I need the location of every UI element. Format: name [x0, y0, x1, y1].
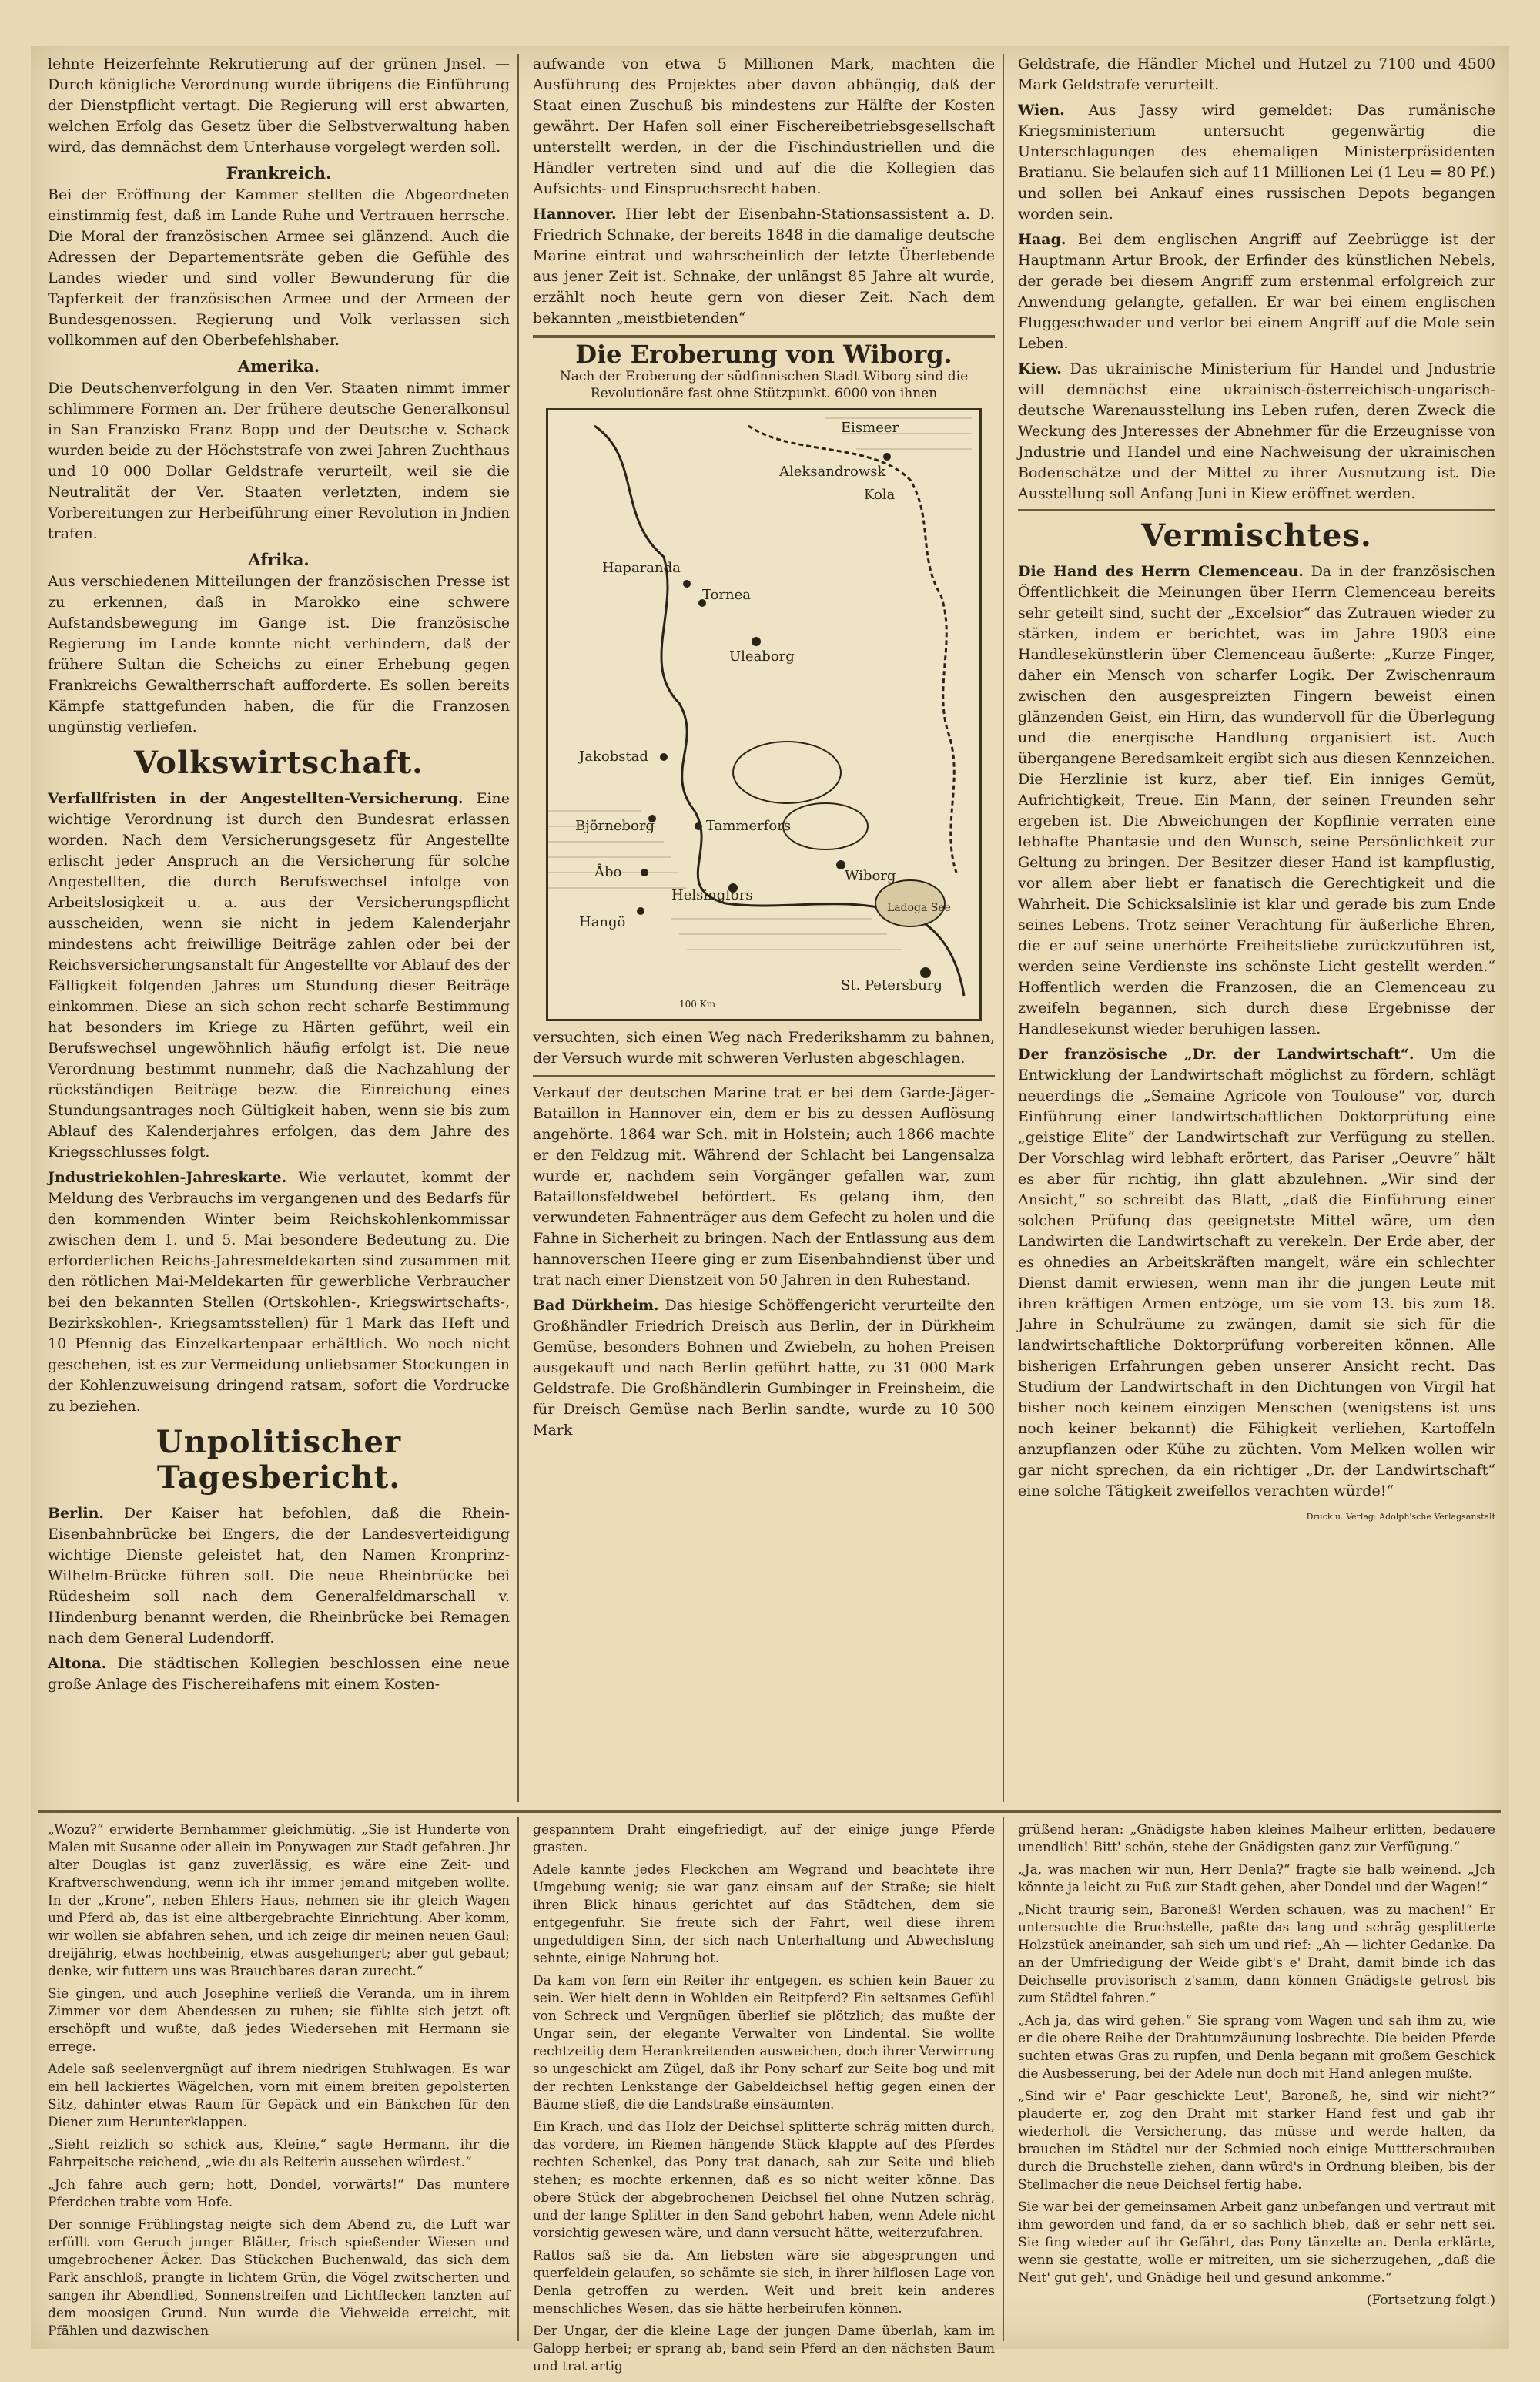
feuilleton-paragraph: „Ja, was machen wir nun, Herr Denla?“ fragte sie halb weinend. „Jch könnte ja leicht zu Fuß zur Stadt gehen, aber Dondel und der Wagen!“: [1018, 1862, 1495, 1895]
map-label-hango: Hangö: [579, 914, 626, 930]
feuilleton-divider: [38, 1810, 1502, 1813]
lead-in: Der französische „Dr. der Landwirtschaft“.: [1018, 1046, 1414, 1063]
feuilleton-col-2: [533, 1821, 995, 2380]
map-label-jakobstad: Jakobstad: [579, 749, 648, 765]
article-text: aufwande von etwa 5 Millionen Mark, machten die Ausführung des Projektes aber davon abhängig, daß der Staat einen Zuschuß bis mindestens zur Hälfte der Kosten gewährt. Der Hafen soll einer Fischereibetriebsgesellschaft unterstellt werden, in der die Fischindustriellen und die Händler vertreten sind und auf die die Kollegien das Aufsichts- und Einspruchsrecht haben.: [533, 55, 995, 197]
newspaper-page: [31, 46, 1509, 2374]
feuilleton-paragraph: Da kam von fern ein Reiter ihr entgegen, es schien kein Bauer zu sein. Wer hielt denn in Wohlden ein Reitpferd? Ein seltsames Gefühl von Schreck und Vergnügen überlief sie plötzlich; das mußte der Ungar sein, der elegante Verwalter von Lindental. Sie wollte rechtzeitig dem Herankreitenden ausweichen, doch ihrer Verwirrung so ungeschickt am Zügel, daß ihr Pony scharf zur Seite bog und mit der rechten Lenkstange der Gabeldeichsel heftig gegen einen der Bäume stieß, die die Landstraße einsäumten.: [533, 1973, 995, 2112]
feuilleton-paragraph: Adele kannte jedes Fleckchen am Wegrand und beachtete ihre Umgebung wenig; sie war ganz einsam auf der Straße; sie hielt ihren Blick hinaus gerichtet auf das Städtchen, dem sie entgegenfuhr. Sie freute sich der Fahrt, weil diese ihrem ungeduldigen Sinn, der sich nach Unterhaltung und Abwechslung sehnte, einige Nahrung bot.: [533, 1862, 995, 1966]
article-hannover-cont: Verkauf der deutschen Marine trat er bei dem Garde-Jäger-Bataillon in Hannover ein, dem er bis zu dessen Auflösung angehörte. 1864 war Sch. mit in Holstein; auch 1866 machte er den Feldzug mit. Während der Schlacht bei Langensalza wurde er, nachdem sein Vorgänger gefallen war, zum Bataillonsfeldwebel befördert. Es gelang ihm, den verwundeten Fahnenträger aus dem Gefecht zu holen und die Fahne in Sicherheit zu bringen. Nach der Entlassung aus dem hannoverschen Heere ging er zum Eisenbahndienst über und trat nach einer Dienstzeit von 50 Jahren in den Ruhestand.: [533, 1084, 995, 1288]
feuilleton-paragraph: „Ach ja, das wird gehen.“ Sie sprang vom Wagen und sah ihm zu, wie er die obere Reihe der Drahtumzäunung losbrechte. Die beiden Pferde suchten etwas Gras zu rupfen, und Denla begann mit großem Geschick die Ausbesserung, bei der Adele nun doch mit Hand anlegen mußte.: [1018, 2013, 1495, 2082]
text: Der Kaiser hat befohlen, daß die Rhein-Eisenbahnbrücke bei Engers, die der Landesverteidigung wichtige Dienste geleistet hat, den Namen Kronprinz-Wilhelm-Brücke führen soll. Die neue Rheinbrücke bei Rüdesheim soll nach dem Generalfeldmarschall v. Hindenburg benannt werden, die Rheinbrücke bei Remagen nach dem General Ludendorff.: [48, 1505, 510, 1647]
column-rule: [517, 54, 519, 1802]
lead-in: Altona.: [48, 1655, 107, 1672]
feuilleton-paragraph: Adele saß seelenvergnügt auf ihrem niedrigen Stuhlwagen. Es war ein hell lackiertes Wägelchen, vorn mit einem breiten gepolsterten Sitz, dahinter etwas Raum für Gepäck und ein Bänkchen für den Diener zum Herunterklappen.: [48, 2062, 510, 2130]
feuilleton-paragraph: „Sieht reizlich so schick aus, Kleine,“ sagte Hermann, ihr die Fahrpeitsche reichend, „wie du als Reiterin aussehen würdest.“: [48, 2137, 510, 2170]
article-haag: [1018, 229, 1495, 354]
heading-france: Frankreich.: [226, 163, 332, 183]
article-france: Bei der Eröffnung der Kammer stellten die Abgeordneten einstimmig fest, daß im Lande Ruhe und Vertrauen herrsche. Die Moral der französischen Armee sei glänzend. Auch die Adressen der Departementsräte geben die Gefühle des Landes wieder und sind voller Bewunderung für die Tapferkeit der französischen Armee und der Armeen der Bundesgenossen. Regierung und Volk verlassen sich vollkommen auf den Oberbefehlshaber.: [48, 186, 510, 349]
section-economy: Volkswirtschaft.: [133, 745, 424, 781]
lead-in: Wien.: [1018, 102, 1065, 119]
map-label-sea: Eismeer: [841, 420, 899, 436]
article-berlin: [48, 1503, 510, 1649]
lead-in: Jndustriekohlen-Jahreskarte.: [48, 1169, 287, 1186]
feuilleton-col-3: [1018, 1821, 1495, 2314]
text: Das ukrainische Ministerium für Handel und Jndustrie will demnächst eine ukrainisch-österreichisch-ungarisch-deutsche Warenausstellung ins Leben rufen, deren Zweck die Weckung des Jnteresses der Abnehmer für die Erzeugnisse von Jndustrie und Handel und eine Nachweisung der ukrainischen Bodenschätze und der Mittel zu ihrer Ausnutzung ist. Die Ausstellung soll Anfang Juni in Kiew eröffnet werden.: [1018, 360, 1495, 502]
section-misc: Vermischtes.: [1141, 518, 1372, 554]
article-altona: [48, 1653, 510, 1695]
text: Aus Jassy wird gemeldet: Das rumänische Kriegsministerium untersucht gegenwärtig die Unterschlagungen des ehemaligen Ministerpräsidenten Bratianu. Sie belaufen sich auf 11 Millionen Lei (1 Leu = 80 Pf.) und sollen bei Ankauf eines russischen Depots begangen worden sein.: [1018, 102, 1495, 223]
article-hannover: [533, 204, 995, 329]
article-text: lehnte Heizerfehnte Rekrutierung auf der grünen Jnsel. — Durch königliche Verordnung wurde übrigens die Einführung der Dienstpflicht vertagt. Die Regierung will erst abwarten, welchen Erfolg das Gesetz über die Selbstverwaltung haben wird, das demnächst dem Unterhause vorgelegt werden soll.: [48, 55, 510, 156]
feuilleton-paragraph: Sie gingen, und auch Josephine verließ die Veranda, um in ihrem Zimmer vor dem Abendessen zu ruhen; sie fühlte sich jetzt oft erschöpft und wußte, daß jedes Wiedersehen mit Hermann sie errege.: [48, 1986, 510, 2055]
map-label-petersburg: St. Petersburg: [841, 977, 942, 993]
feuilleton-paragraph: Ein Krach, und das Holz der Deichsel splitterte schräg mitten durch, das vordere, im Riemen hängende Stück klappte auf des Pferdes rechten Schenkel, das Pony trat danach, sah zur Seite und blieb stehen; es mochte erkennen, daß es so nicht weiter könne. Das obere Stück der abgebrochenen Deichsel fiel ohne Nutzen schräg, und der lange Splitter in den Sand gebohrt haben, wenn Adele nicht vorsichtig gewesen wäre, und dann versucht hätte, weiterzufahren.: [533, 2119, 995, 2241]
lead-in: Die Hand des Herrn Clemenceau.: [1018, 563, 1304, 580]
column-rule: [517, 1817, 519, 2341]
text: Da in der französischen Öffentlichkeit die Meinungen über Herrn Clemenceau bereits sehr geteilt sind, sucht der „Excelsior“ das Zutrauen wieder zu stärken, indem er berichtet, was im Jahre 1903 eine Handlesekünstlerin über Clemenceau äußerte: „Kurze Finger, daher ein Mensch von scharfer Logik. Der Zwischenraum zwischen den ausgespreizten Fingern beweist einen glänzenden Geist, ein Hirn, das wundervoll für die Überlegung und die energische Handlung organisiert ist. Auch übergangene Beredsamkeit ergibt sich aus diesen Kennzeichen. Die Herzlinie ist kurz, aber tief. Ein inniges Gemüt, Aufrichtigkeit, Treue. Ein Mann, der seinen Freunden sehr ergeben ist. Die Abweichungen der Kopflinie verraten eine lebhafte Phantasie und den Wunsch, seine Persönlichkeit zur Geltung zu bringen. Der Besitzer dieser Hand ist kampflustig, vor allem aber liebt er fanatisch die Gerechtigkeit und die Wahrheit. Die Schicksalslinie ist klar und gerade bis zum Ende seines Lebens. Trotz seiner Verachtung für äußerliche Ehren, die er auf seine unerhörte Freiheitsliebe zurückzuführen ist, werden seine Verdienste ins schönste Licht gestellt werden.“ Hoffentlich werden die Franzosen, die an Clemenceau zu zweifeln begannen, sich durch diese Ergebnisse der Handlesekunst wieder beruhigen lassen.: [1018, 563, 1495, 1037]
map-label-kola: Kola: [864, 487, 896, 503]
column-rule: [1003, 1817, 1004, 2341]
map-label-tammerfors: Tammerfors: [706, 818, 792, 834]
heading-america: Amerika.: [237, 357, 320, 376]
lead-in: Bad Dürkheim.: [533, 1297, 659, 1314]
text: Die städtischen Kollegien beschlossen eine neue große Anlage des Fischereihafens mit einem Kosten-: [48, 1655, 510, 1693]
map-scale: 100 Km: [679, 999, 716, 1010]
map-finland: [546, 408, 982, 1021]
article-landwirtschaft: [1018, 1044, 1495, 1502]
feuilleton-paragraph: Sie war bei der gemeinsamen Arbeit ganz unbefangen und vertraut mit ihm geworden und fand, da er so sachlich blieb, daß er sehr nett sei. Sie fing wieder auf ihr Gefährt, das Pony tänzelte an. Denla erklärte, wenn sie gestatte, wolle er mitreiten, um sie sicherzugehen, „daß die Neit' gut geh', und Gnädige heil und gesund ankomme.“: [1018, 2199, 1495, 2286]
map-graphic: [548, 410, 979, 1019]
text: Eine wichtige Verordnung ist durch den Bundesrat erlassen worden. Nach dem Versicherungsgesetz für Angestellte erlischt jeder Anspruch an die Versicherung für solche Angestellten, die durch Berufswechsel infolge von Arbeitslosigkeit u. a. aus der Versicherungspflicht ausscheiden, wenn sie nicht in jedem Kalenderjahr mindestens acht freiwillige Beiträge zahlen oder bei der Reichsversicherungsanstalt für Angestellte vor Ablauf des der Fälligkeit folgenden Jahres um Stundung dieser Beiträge einkommen. Diese an sich schon recht scharfe Bestimmung hat besonders im Kriege zu Härten geführt, weil ein Berufswechsel ungewöhnlich häufig erfolgt ist. Die neue Verordnung bestimmt nunmehr, daß die Nachzahlung der rückständigen Beiträge bezw. die Einreichung eines Stundungsantrages noch Gültigkeit haben, wenn sie bis zum Ablauf des Kalenderjahres erfolgen, das dem Jahre des Kriegsschlusses folgt.: [48, 790, 510, 1161]
map-title: Die Eroberung von Wiborg.: [575, 340, 952, 369]
map-label-ladoga: Ladoga See: [887, 902, 951, 914]
article-clemenceau: [1018, 561, 1495, 1040]
map-label-uleaborg: Uleaborg: [729, 648, 795, 665]
feuilleton-paragraph: „Wozu?“ erwiderte Bernhammer gleichmütig. „Sie ist Hunderte von Malen mit Susanne oder allein im Ponywagen zur Stadt gefahren. Jhr alter Douglas ist ganz zuverlässig, es wäre eine Zeit- und Kraftverschwendung, wenn ich ihr immer jemand mitgeben wollte. In der „Krone“, neben Ehlers Haus, nehmen sie ihr gleich Wagen und Pferd ab, das ist eine altbergebrachte Einrichtung. Aber komm, wir wollen sie abfahren sehen, und ich zeige dir meinen neuen Gaul; dreijährig, etwas hochbeinig, etwas ausgehungert; aber gut gebaut; denke, wir futtern uns was Brauchbares daran zurecht.“: [48, 1822, 510, 1979]
map-label-haparanda: Haparanda: [602, 560, 681, 576]
feuilleton-paragraph: grüßend heran: „Gnädigste haben kleines Malheur erlitten, bedauere unendlich! Bitt' schön, stehe der Gnädigsten ganz zur Verfügung.“: [1018, 1822, 1495, 1855]
lead-in: Verfallfristen in der Angestellten-Versicherung.: [48, 790, 464, 807]
column-1: [48, 54, 510, 1700]
heading-africa: Afrika.: [248, 550, 310, 569]
article-economy-2: [48, 1168, 510, 1417]
text: Hier lebt der Eisenbahn-Stationsassistent a. D. Friedrich Schnake, der bereits 1848 in die damalige deutsche Marine eintrat und wahrscheinlich der letzte Überlebende aus jener Zeit ist. Schnake, der unlängst 85 Jahre alt wurde, erzählt noch heute gern von dieser Zeit. Nach dem bekannten „meistbietenden“: [533, 206, 995, 327]
map-caption: Nach der Eroberung der südfinnischen Stadt Wiborg sind die Revolutionäre fast ohne Stützpunkt. 6000 von ihnen: [559, 369, 969, 401]
feuilleton-paragraph: Der sonnige Frühlingstag neigte sich dem Abend zu, die Luft war erfüllt vom Geruch junger Blätter, frisch spießender Wiesen und umgebrochener Äcker. Das Stückchen Buchenwald, das sich dem Park anschloß, prangte in lichtem Grün, die Vögel zwitscherten und sangen ihr Abendlied, Sonnenstreifen und Lichtflecken tanzten auf dem moosigen Grund. Nun wurde die Viehweide erreicht, mit Pfählen und dazwischen: [48, 2217, 510, 2339]
text: Das hiesige Schöffengericht verurteilte den Großhändler Friedrich Dreisch aus Berlin, der in Dürkheim Gemüse, besonders Bohnen und Zwiebeln, zu hohen Preisen ausgekauft und nach Berlin geführt hatte, zu 31 000 Mark Geldstrafe. Die Großhändlerin Gumbinger in Freinsheim, die für Dreisch Gemüse nach Berlin sandte, wurde zu 10 500 Mark: [533, 1297, 996, 1439]
map-bottom-text: versuchten, sich einen Weg nach Frederikshamm zu bahnen, der Versuch wurde mit schweren Verlusten abgeschlagen.: [533, 1029, 995, 1067]
article-africa: Aus verschiedenen Mitteilungen der französischen Presse ist zu erkennen, daß in Marokko eine schwere Aufstandsbewegung im Gange ist. Die französische Regierung im Lande konnte nicht verhindern, daß der frühere Sultan die Scheichs zu einer Erhebung gegen Frankreichs Gewaltherrschaft aufforderte. Es sollen bereits Kämpfe stattgefunden haben, die für die Franzosen ungünstig verliefen.: [48, 573, 510, 735]
divider: [533, 1075, 995, 1077]
feuilleton-paragraph: Ratlos saß sie da. Am liebsten wäre sie abgesprungen und querfeldein gelaufen, so schämte sie sich, in ihrer hilflosen Lage von Denla getroffen zu werden. Weit und breit kein anderes menschliches Wesen, das sie hätte herbeirufen können.: [533, 2248, 995, 2317]
article-america: Die Deutschenverfolgung in den Ver. Staaten nimmt immer schlimmere Formen an. Der frühere deutsche Generalkonsul in San Franzisko Franz Bopp und der Deutsche v. Schack wurden beide zu der Höchststrafe von zwei Jahren Zuchthaus und 10 000 Dollar Geldstrafe verurteilt, weil sie die Neutralität der Ver. Staaten verletzten, indem sie Vorbereitungen zur Herbeiführung einer Revolution in Jndien trafen.: [48, 380, 510, 542]
lead-in: Kiew.: [1018, 360, 1062, 377]
map-label-wiborg: Wiborg: [845, 868, 896, 884]
divider: [533, 335, 995, 338]
article-duerkheim: [533, 1295, 995, 1441]
map-label-helsingfors: Helsingfors: [671, 887, 753, 903]
text: Bei dem englischen Angriff auf Zeebrügge ist der Hauptmann Artur Brook, der Erfinder des künstlichen Nebels, der gerade bei diesem Angriff zum erstenmal erfolgreich zur Anwendung gelangte, gefallen. Er war bei einem englischen Fluggeschwader und verlor bei einem Angriff auf die Mole sein Leben.: [1018, 231, 1495, 352]
text: Wie verlautet, kommt der Meldung des Verbrauchs im vergangenen und des Bedarfs für den kommenden Winter beim Reichskohlenkommissar zwischen dem 1. und 5. Mai besondere Bedeutung zu. Die erforderlichen Reichs-Jahresmeldekarten sind zusammen mit den rötlichen Mai-Meldekarten für gewerbliche Verbraucher bei den bekannten Stellen (Ortskohlen-, Kriegswirtschafts-, Bezirkskohlen-, Kriegsamtsstellen) für 1 Mark das Heft und 10 Pfennig das Einzelkartenpaar erhältlich. Wo noch nicht geschehen, ist es zur Vermeidung unliebsamer Stockungen in der Kohlenzuweisung dringend ratsam, sofort die Vordrucke zu beziehen.: [48, 1169, 511, 1415]
feuilleton-col-1: [48, 1821, 510, 2345]
map-label-tornea: Tornea: [702, 587, 752, 603]
text: Um die Entwicklung der Landwirtschaft möglichst zu fördern, schlägt neuerdings die „Semaine Agricole von Toulouse“ vor, durch Einführung einer landwirtschaftlichen Doktorprüfung eine „geistige Elite“ der Landwirtschaft zur Verfügung zu stellen. Der Vorschlag wird lebhaft erörtert, das Pariser „Oeuvre“ hält es aber für richtig, ihn glatt abzulehnen. „Wir sind der Ansicht,“ so schreibt das Blatt, „daß die Einführung einer solchen Prüfung das geeignetste Mittel wäre, um den Landwirten die Landwirtschaft zu verekeln. Der Erde aber, der es ohnedies an Arbeitskräften mangelt, wäre ein schlechter Dienst damit erwiesen, wenn man ihr die jungen Leute mit ihren kräftigen Armen entzöge, um sie vom 13. bis zum 18. Jahre in Schulräume zu zwängen, damit sie sich für die landwirtschaftliche Doktorprüfung vorbereiten können. Alle bisherigen Erfahrungen geben unserer Ansicht recht. Das Studium der Landwirtschaft in den Dichtungen von Virgil hat bisher noch keinem einzigen Menschen (wenigstens ist uns noch keiner bekannt) die Fähigkeit verliehen, Kartoffeln anzupflanzen oder Kühe zu züchten. Vom Melken wollen wir gar nicht sprechen, da ein richtiger „Dr. der Landwirtschaft“ eine solche Tätigkeit zweifellos verachten würde!“: [1018, 1046, 1495, 1499]
continuation-note: (Fortsetzung folgt.): [1366, 2293, 1495, 2308]
column-rule: [1003, 54, 1004, 1802]
column-3: [1018, 54, 1495, 1527]
imprint: Druck u. Verlag: Adolph'sche Verlagsanstalt: [1306, 1512, 1495, 1522]
section-daily-report: Unpolitischer Tagesbericht.: [156, 1424, 402, 1496]
feuilleton-paragraph: „Nicht traurig sein, Baroneß! Werden schauen, was zu machen!“ Er untersuchte die Bruchstelle, paßte das lang und schräg gesplitterte Holzstück aneinander, sah sich um und rief: „Ah — lichter Gedanke. Da an der Umfriedigung der Weide gibt's e' Draht, damit binde ich das Deichselle provisorisch z'samm, dann können Gnädigste getrost bis zum Städtel fahren.“: [1018, 1902, 1495, 2006]
lead-in: Haag.: [1018, 231, 1066, 248]
feuilleton-paragraph: gespanntem Draht eingefriedigt, auf der einige junge Pferde grasten.: [533, 1822, 995, 1855]
article-economy-1: [48, 789, 510, 1163]
feuilleton-paragraph: „Sind wir e' Paar geschickte Leut', Baroneß, he, sind wir nicht?“ plauderte er, zog den Draht mit starker Hand fest und gab ihr wiederholt die Versicherung, das müsse und werde halten, da brauchen im Städtel nur der Schmied noch einige Muttterschrauben durch die Bruchstelle ziehen, dann würd's in Ordnung bleiben, bis der Stellmacher die neue Deichsel fertig habe.: [1018, 2089, 1495, 2193]
map-label-bjorneborg: Björneborg: [575, 818, 654, 834]
map-label-aleksandrowsk: Aleksandrowsk: [779, 464, 886, 480]
column-2: [533, 54, 995, 1446]
map-label-abo: Åbo: [594, 864, 622, 880]
article-wien: [1018, 100, 1495, 225]
feuilleton-paragraph: Der Ungar, der die kleine Lage der jungen Dame überlah, kam im Galopp herbei; er sprang ab, band sein Pferd an den nächsten Baum und trat artig: [533, 2323, 995, 2374]
article-kiew: [1018, 359, 1495, 504]
feuilleton-paragraph: „Jch fahre auch gern; hott, Dondel, vorwärts!“ Das muntere Pferdchen trabte vom Hofe.: [48, 2177, 510, 2210]
lead-in: Hannover.: [533, 206, 617, 223]
divider: [1018, 509, 1495, 511]
lead-in: Berlin.: [48, 1505, 105, 1522]
article-text: Geldstrafe, die Händler Michel und Hutzel zu 7100 und 4500 Mark Geldstrafe verurteilt.: [1018, 55, 1495, 93]
